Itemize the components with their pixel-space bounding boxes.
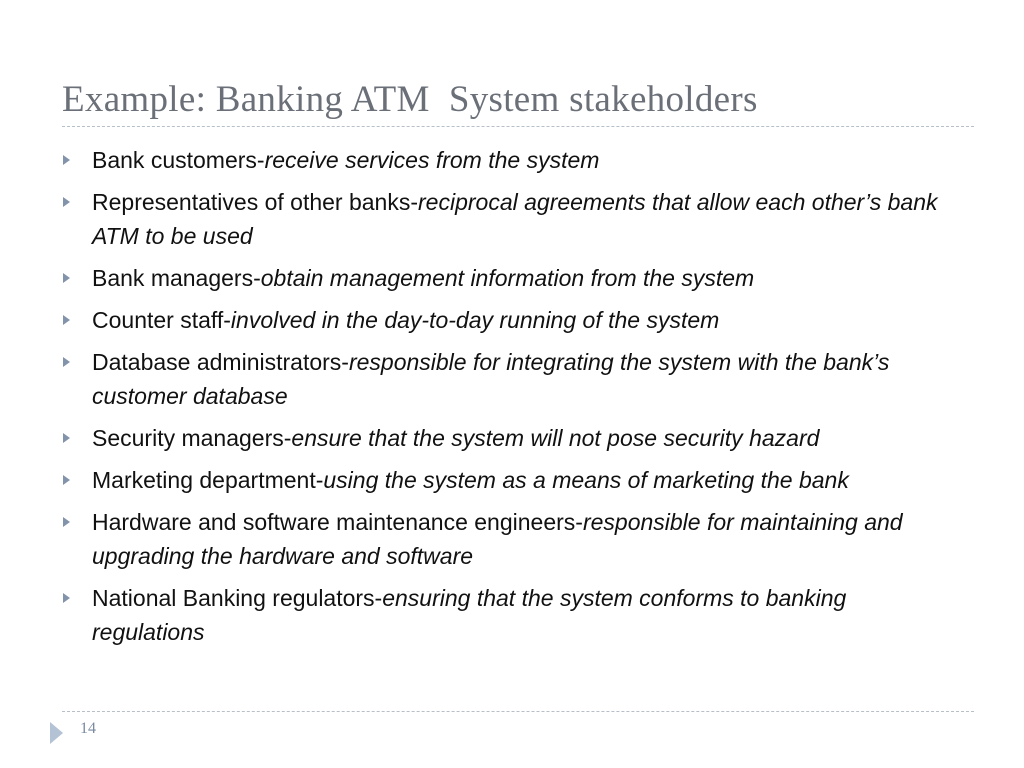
bullet-arrow-icon — [63, 517, 70, 527]
stakeholder-description: involved in the day-to-day running of the system — [230, 307, 720, 333]
slide-title: Example: Banking ATM System stakeholders — [62, 79, 758, 120]
stakeholder-name: Hardware and software maintenance engineers- — [92, 509, 583, 535]
list-item — [62, 581, 962, 649]
list-item — [62, 505, 962, 573]
stakeholder-name: Marketing department- — [92, 467, 324, 493]
stakeholder-description: responsible for integrating the system with the bank’s customer database — [92, 349, 890, 409]
stakeholder-name: Security managers- — [92, 425, 292, 451]
stakeholder-name: Bank managers- — [92, 265, 261, 291]
list-item — [62, 185, 962, 253]
stakeholder-description: ensure that the system will not pose security hazard — [291, 425, 820, 451]
stakeholder-description: responsible for maintaining and upgrading the hardware and software — [92, 509, 903, 569]
list-item — [62, 421, 962, 455]
bullet-arrow-icon — [63, 433, 70, 443]
title-divider — [62, 126, 974, 127]
stakeholder-name: Counter staff- — [92, 307, 231, 333]
list-item — [62, 143, 962, 177]
list-item — [62, 261, 962, 295]
bullet-arrow-icon — [63, 475, 70, 485]
bullet-arrow-icon — [63, 315, 70, 325]
bullet-arrow-icon — [63, 155, 70, 165]
bullet-arrow-icon — [63, 593, 70, 603]
stakeholder-description: reciprocal agreements that allow each other’s bank ATM to be used — [92, 189, 938, 249]
stakeholder-description: receive services from the system — [264, 147, 600, 173]
list-item — [62, 463, 962, 497]
footer-arrow-icon — [50, 722, 63, 744]
list-item — [62, 345, 962, 413]
stakeholder-description: obtain management information from the system — [260, 265, 755, 291]
stakeholder-name: National Banking regulators- — [92, 585, 383, 611]
page-number: 14 — [80, 720, 96, 737]
stakeholder-description: using the system as a means of marketing the bank — [323, 467, 849, 493]
bullet-arrow-icon — [63, 197, 70, 207]
bullet-arrow-icon — [63, 357, 70, 367]
stakeholder-name: Database administrators- — [92, 349, 349, 375]
list-item — [62, 303, 962, 337]
stakeholder-list — [62, 143, 962, 657]
stakeholder-name: Representatives of other banks- — [92, 189, 419, 215]
footer-divider — [62, 711, 974, 712]
bullet-arrow-icon — [63, 273, 70, 283]
stakeholder-name: Bank customers- — [92, 147, 265, 173]
stakeholder-description: ensuring that the system conforms to banking regulations — [92, 585, 847, 645]
